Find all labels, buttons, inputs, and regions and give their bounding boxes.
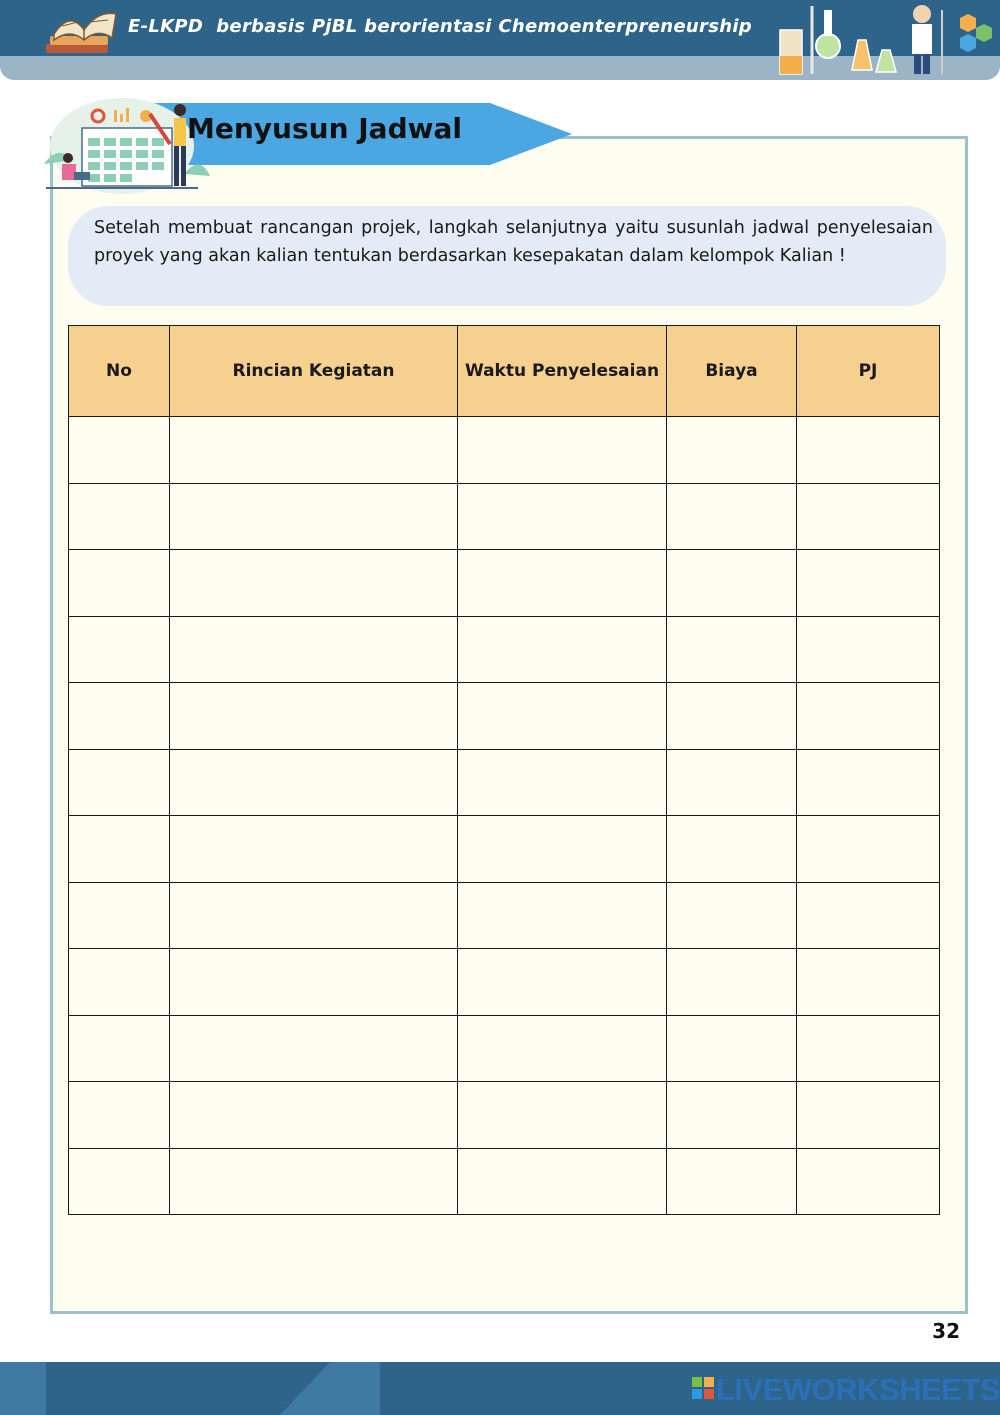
table-row (69, 749, 940, 816)
table-cell-no[interactable] (69, 683, 170, 750)
table-row (69, 417, 940, 484)
books-icon (40, 0, 124, 62)
instructions-box (68, 206, 946, 306)
table-cell-no[interactable] (69, 1082, 170, 1149)
table-row (69, 616, 940, 683)
table-cell-person-in-charge[interactable] (797, 417, 940, 484)
table-cell-completion-time[interactable] (458, 417, 667, 484)
table-cell-completion-time[interactable] (458, 882, 667, 949)
table-cell-cost[interactable] (667, 816, 797, 883)
table-cell-completion-time[interactable] (458, 1015, 667, 1082)
table-cell-activity-details[interactable] (170, 417, 458, 484)
table-cell-no[interactable] (69, 550, 170, 617)
table-row (69, 683, 940, 750)
table-cell-no[interactable] (69, 1015, 170, 1082)
table-cell-cost[interactable] (667, 949, 797, 1016)
laboratory-icon (772, 0, 1000, 80)
table-cell-person-in-charge[interactable] (797, 1148, 940, 1215)
table-cell-person-in-charge[interactable] (797, 1015, 940, 1082)
instructions-text: Setelah membuat rancangan projek, langkah selanjutnya yaitu susunlah jadwal penyelesaian proyek yang akan kalian tentukan berdasarkan kesepakatan dalam kelompok Kalian ! (94, 218, 933, 266)
table-cell-no[interactable] (69, 616, 170, 683)
table-cell-no[interactable] (69, 749, 170, 816)
liveworksheets-brand: LIVEWORKSHEETS (716, 1372, 1000, 1407)
column-header-no: No (69, 326, 170, 417)
table-cell-no[interactable] (69, 483, 170, 550)
calendar-illustration-icon (34, 94, 214, 198)
table-cell-person-in-charge[interactable] (797, 949, 940, 1016)
table-cell-activity-details[interactable] (170, 616, 458, 683)
table-cell-activity-details[interactable] (170, 683, 458, 750)
column-header-cost: Biaya (667, 326, 797, 417)
schedule-table (68, 325, 940, 1215)
table-cell-cost[interactable] (667, 1148, 797, 1215)
table-cell-no[interactable] (69, 417, 170, 484)
table-cell-person-in-charge[interactable] (797, 1082, 940, 1149)
table-cell-person-in-charge[interactable] (797, 616, 940, 683)
table-cell-person-in-charge[interactable] (797, 550, 940, 617)
page-number: 32 (932, 1319, 960, 1343)
table-header-row (69, 326, 940, 417)
table-cell-person-in-charge[interactable] (797, 683, 940, 750)
table-row (69, 882, 940, 949)
column-header-completion-time: Waktu Penyelesaian (458, 326, 667, 417)
table-row (69, 483, 940, 550)
table-cell-completion-time[interactable] (458, 483, 667, 550)
table-row (69, 949, 940, 1016)
table-cell-activity-details[interactable] (170, 749, 458, 816)
column-header-activity-details: Rincian Kegiatan (170, 326, 458, 417)
table-row (69, 816, 940, 883)
table-cell-no[interactable] (69, 949, 170, 1016)
column-header-person-in-charge: PJ (797, 326, 940, 417)
table-cell-cost[interactable] (667, 749, 797, 816)
table-cell-completion-time[interactable] (458, 1148, 667, 1215)
table-row (69, 1082, 940, 1149)
table-row (69, 1148, 940, 1215)
table-cell-no[interactable] (69, 816, 170, 883)
table-cell-cost[interactable] (667, 882, 797, 949)
table-cell-completion-time[interactable] (458, 1082, 667, 1149)
liveworksheets-logo-icon (692, 1377, 714, 1399)
table-cell-activity-details[interactable] (170, 1148, 458, 1215)
table-cell-activity-details[interactable] (170, 550, 458, 617)
table-cell-activity-details[interactable] (170, 882, 458, 949)
table-cell-activity-details[interactable] (170, 1082, 458, 1149)
header-title: E-LKPD berbasis PjBL berorientasi Chemoenterpreneurship (128, 16, 752, 37)
table-cell-person-in-charge[interactable] (797, 483, 940, 550)
table-cell-completion-time[interactable] (458, 616, 667, 683)
table-cell-activity-details[interactable] (170, 816, 458, 883)
table-cell-person-in-charge[interactable] (797, 749, 940, 816)
table-cell-completion-time[interactable] (458, 749, 667, 816)
table-cell-cost[interactable] (667, 683, 797, 750)
table-row (69, 550, 940, 617)
table-cell-no[interactable] (69, 1148, 170, 1215)
table-cell-completion-time[interactable] (458, 816, 667, 883)
table-row (69, 1015, 940, 1082)
table-cell-cost[interactable] (667, 483, 797, 550)
table-cell-completion-time[interactable] (458, 550, 667, 617)
table-cell-person-in-charge[interactable] (797, 882, 940, 949)
table-cell-activity-details[interactable] (170, 1015, 458, 1082)
table-cell-completion-time[interactable] (458, 683, 667, 750)
table-cell-person-in-charge[interactable] (797, 816, 940, 883)
table-cell-completion-time[interactable] (458, 949, 667, 1016)
table-cell-no[interactable] (69, 882, 170, 949)
table-cell-activity-details[interactable] (170, 483, 458, 550)
table-body (69, 417, 940, 1215)
table-cell-activity-details[interactable] (170, 949, 458, 1016)
table-cell-cost[interactable] (667, 417, 797, 484)
table-cell-cost[interactable] (667, 550, 797, 617)
section-title: Menyusun Jadwal (187, 112, 462, 145)
table-cell-cost[interactable] (667, 1015, 797, 1082)
table-cell-cost[interactable] (667, 616, 797, 683)
table-cell-cost[interactable] (667, 1082, 797, 1149)
